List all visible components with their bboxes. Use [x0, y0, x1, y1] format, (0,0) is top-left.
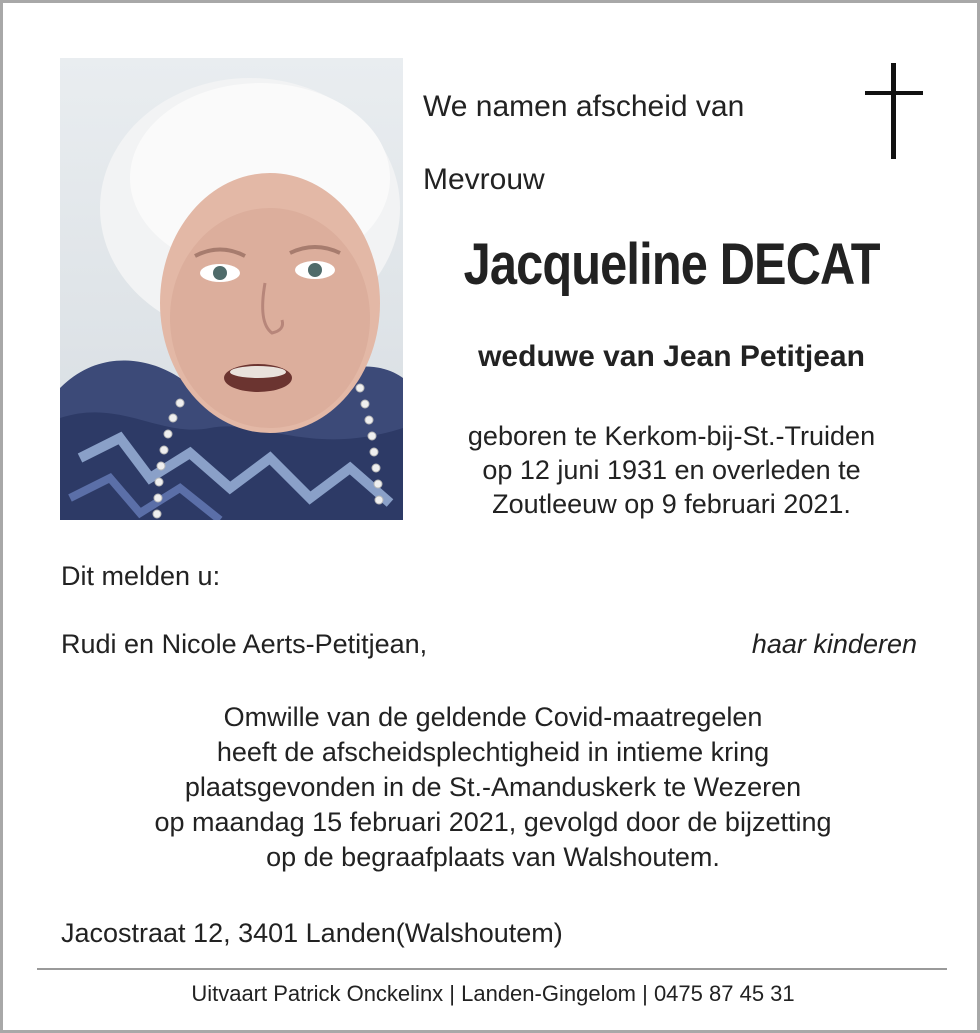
portrait-photo — [60, 58, 403, 520]
birth-death-details — [423, 419, 920, 521]
ceremony-line: op maandag 15 februari 2021, gevolgd door de bijzetting — [154, 807, 832, 837]
birth-line: geboren te Kerkom-bij-St.-Truiden — [467, 421, 876, 451]
portrait-illustration — [60, 58, 403, 520]
deceased-name: Jacqueline DECAT — [463, 232, 880, 297]
ceremony-line: plaatsgevonden in de St.-Amanduskerk te Wezeren — [184, 772, 802, 802]
widow-of: weduwe van Jean Petitjean — [478, 340, 865, 373]
ceremony-line: heeft de afscheidsplechtigheid in intieme kring — [216, 737, 770, 767]
ceremony-line: Omwille van de geldende Covid-maatregelen — [223, 702, 763, 732]
announce-text: Dit melden u: — [61, 561, 221, 591]
divider — [37, 968, 947, 970]
address: Jacostraat 12, 3401 Landen(Walshoutem) — [61, 918, 563, 948]
birth-line: Zoutleeuw op 9 februari 2021. — [492, 489, 851, 519]
family-names: Rudi en Nicole Aerts-Petitjean, — [61, 629, 428, 659]
birth-line: op 12 juni 1931 en overleden te — [482, 455, 861, 485]
family-relation: haar kinderen — [751, 629, 917, 659]
cross-icon — [865, 63, 923, 159]
ceremony-line: op de begraafplaats van Walshoutem. — [266, 842, 720, 872]
intro-text: We namen afscheid van — [423, 90, 745, 123]
funeral-home-footer: Uitvaart Patrick Onckelinx | Landen-Gingelom | 0475 87 45 31 — [191, 981, 795, 1006]
ceremony-notice — [43, 700, 943, 875]
honorific: Mevrouw — [423, 163, 545, 196]
